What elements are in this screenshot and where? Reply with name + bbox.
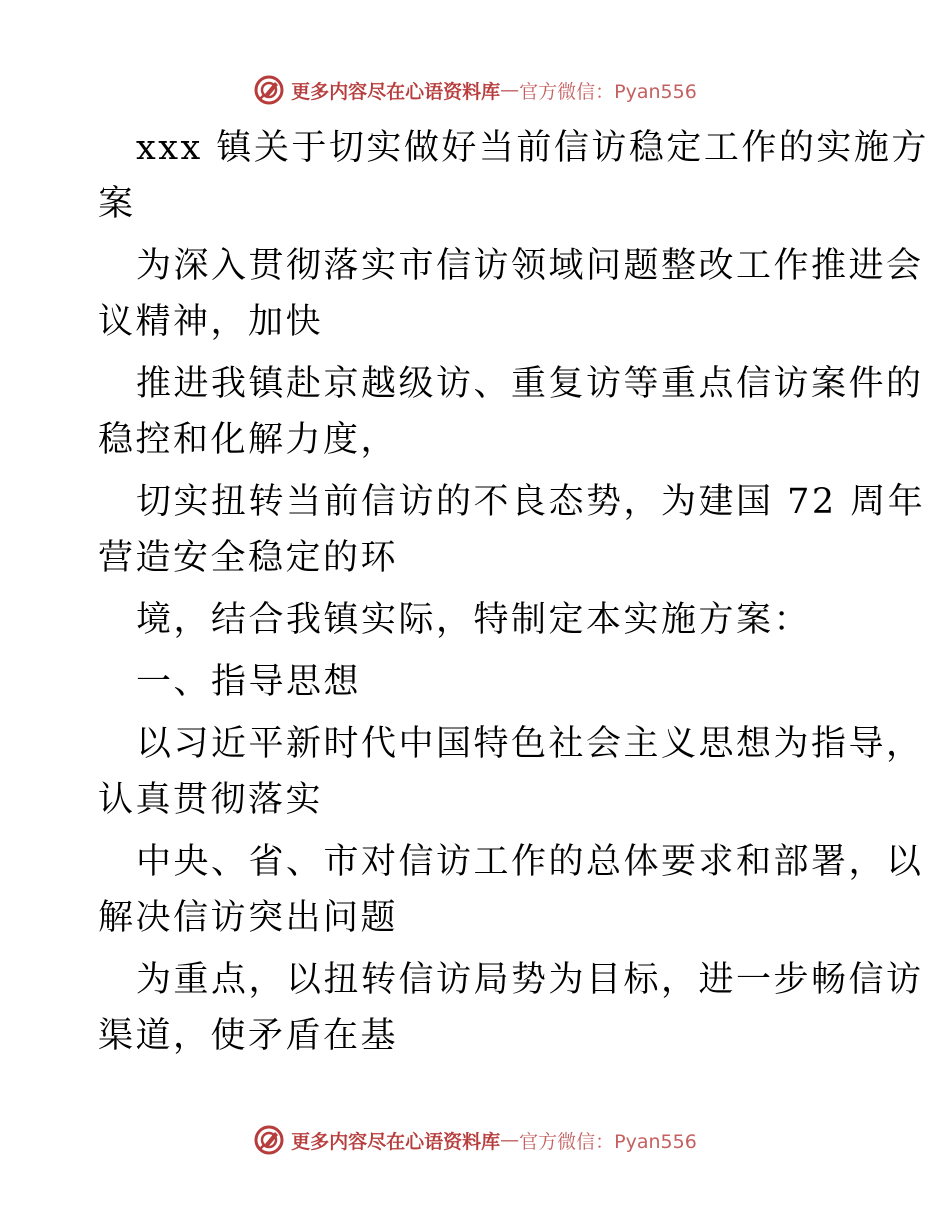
watermark-site-text: 更多内容尽在心语资料库 <box>291 80 501 103</box>
paragraph-2-line-1: 推进我镇赴京越级访、重复访等重点信访案件的 <box>136 364 924 404</box>
paragraph-3-line-1: 切实扭转当前信访的不良态势，为建国 72 周年 <box>136 482 926 522</box>
paragraph-1-line-1: 为深入贯彻落实市信访领域问题整改工作推进会 <box>136 246 924 286</box>
document-body <box>98 120 929 1064</box>
watermark-wechat-text: 官方微信：Pyan556 <box>519 1130 697 1153</box>
paragraph-1-line-2: 议精神，加快 <box>98 302 324 342</box>
watermark-separator: — <box>500 79 520 101</box>
header-watermark <box>0 70 950 110</box>
footer-watermark <box>0 1120 950 1160</box>
seal-logo-icon <box>253 1124 285 1156</box>
section-heading: 一、指导思想 <box>136 662 362 702</box>
paragraph-6-line-1: 中央、省、市对信访工作的总体要求和部署，以 <box>136 842 924 882</box>
document-title-line-2: 案 <box>98 184 136 224</box>
paragraph-7-line-2: 渠道，使矛盾在基 <box>98 1016 399 1056</box>
paragraph-5-line-2: 认真贯彻落实 <box>98 780 324 820</box>
document-title-line-1: xxx 镇关于切实做好当前信访稳定工作的实施方 <box>136 128 929 168</box>
paragraph-2-line-2: 稳控和化解力度， <box>98 420 399 460</box>
watermark-site-text: 更多内容尽在心语资料库 <box>291 1130 501 1153</box>
paragraph-6-line-2: 解决信访突出问题 <box>98 898 399 938</box>
paragraph-3-line-2: 营造安全稳定的环 <box>98 538 399 578</box>
paragraph-7-line-1: 为重点，以扭转信访局势为目标，进一步畅信访 <box>136 960 924 1000</box>
paragraph-4-line-1: 境，结合我镇实际，特制定本实施方案： <box>136 600 812 640</box>
watermark-separator: — <box>500 1129 520 1151</box>
watermark-wechat-text: 官方微信：Pyan556 <box>519 80 697 103</box>
seal-logo-icon <box>253 74 285 106</box>
paragraph-5-line-1: 以习近平新时代中国特色社会主义思想为指导， <box>136 724 924 764</box>
